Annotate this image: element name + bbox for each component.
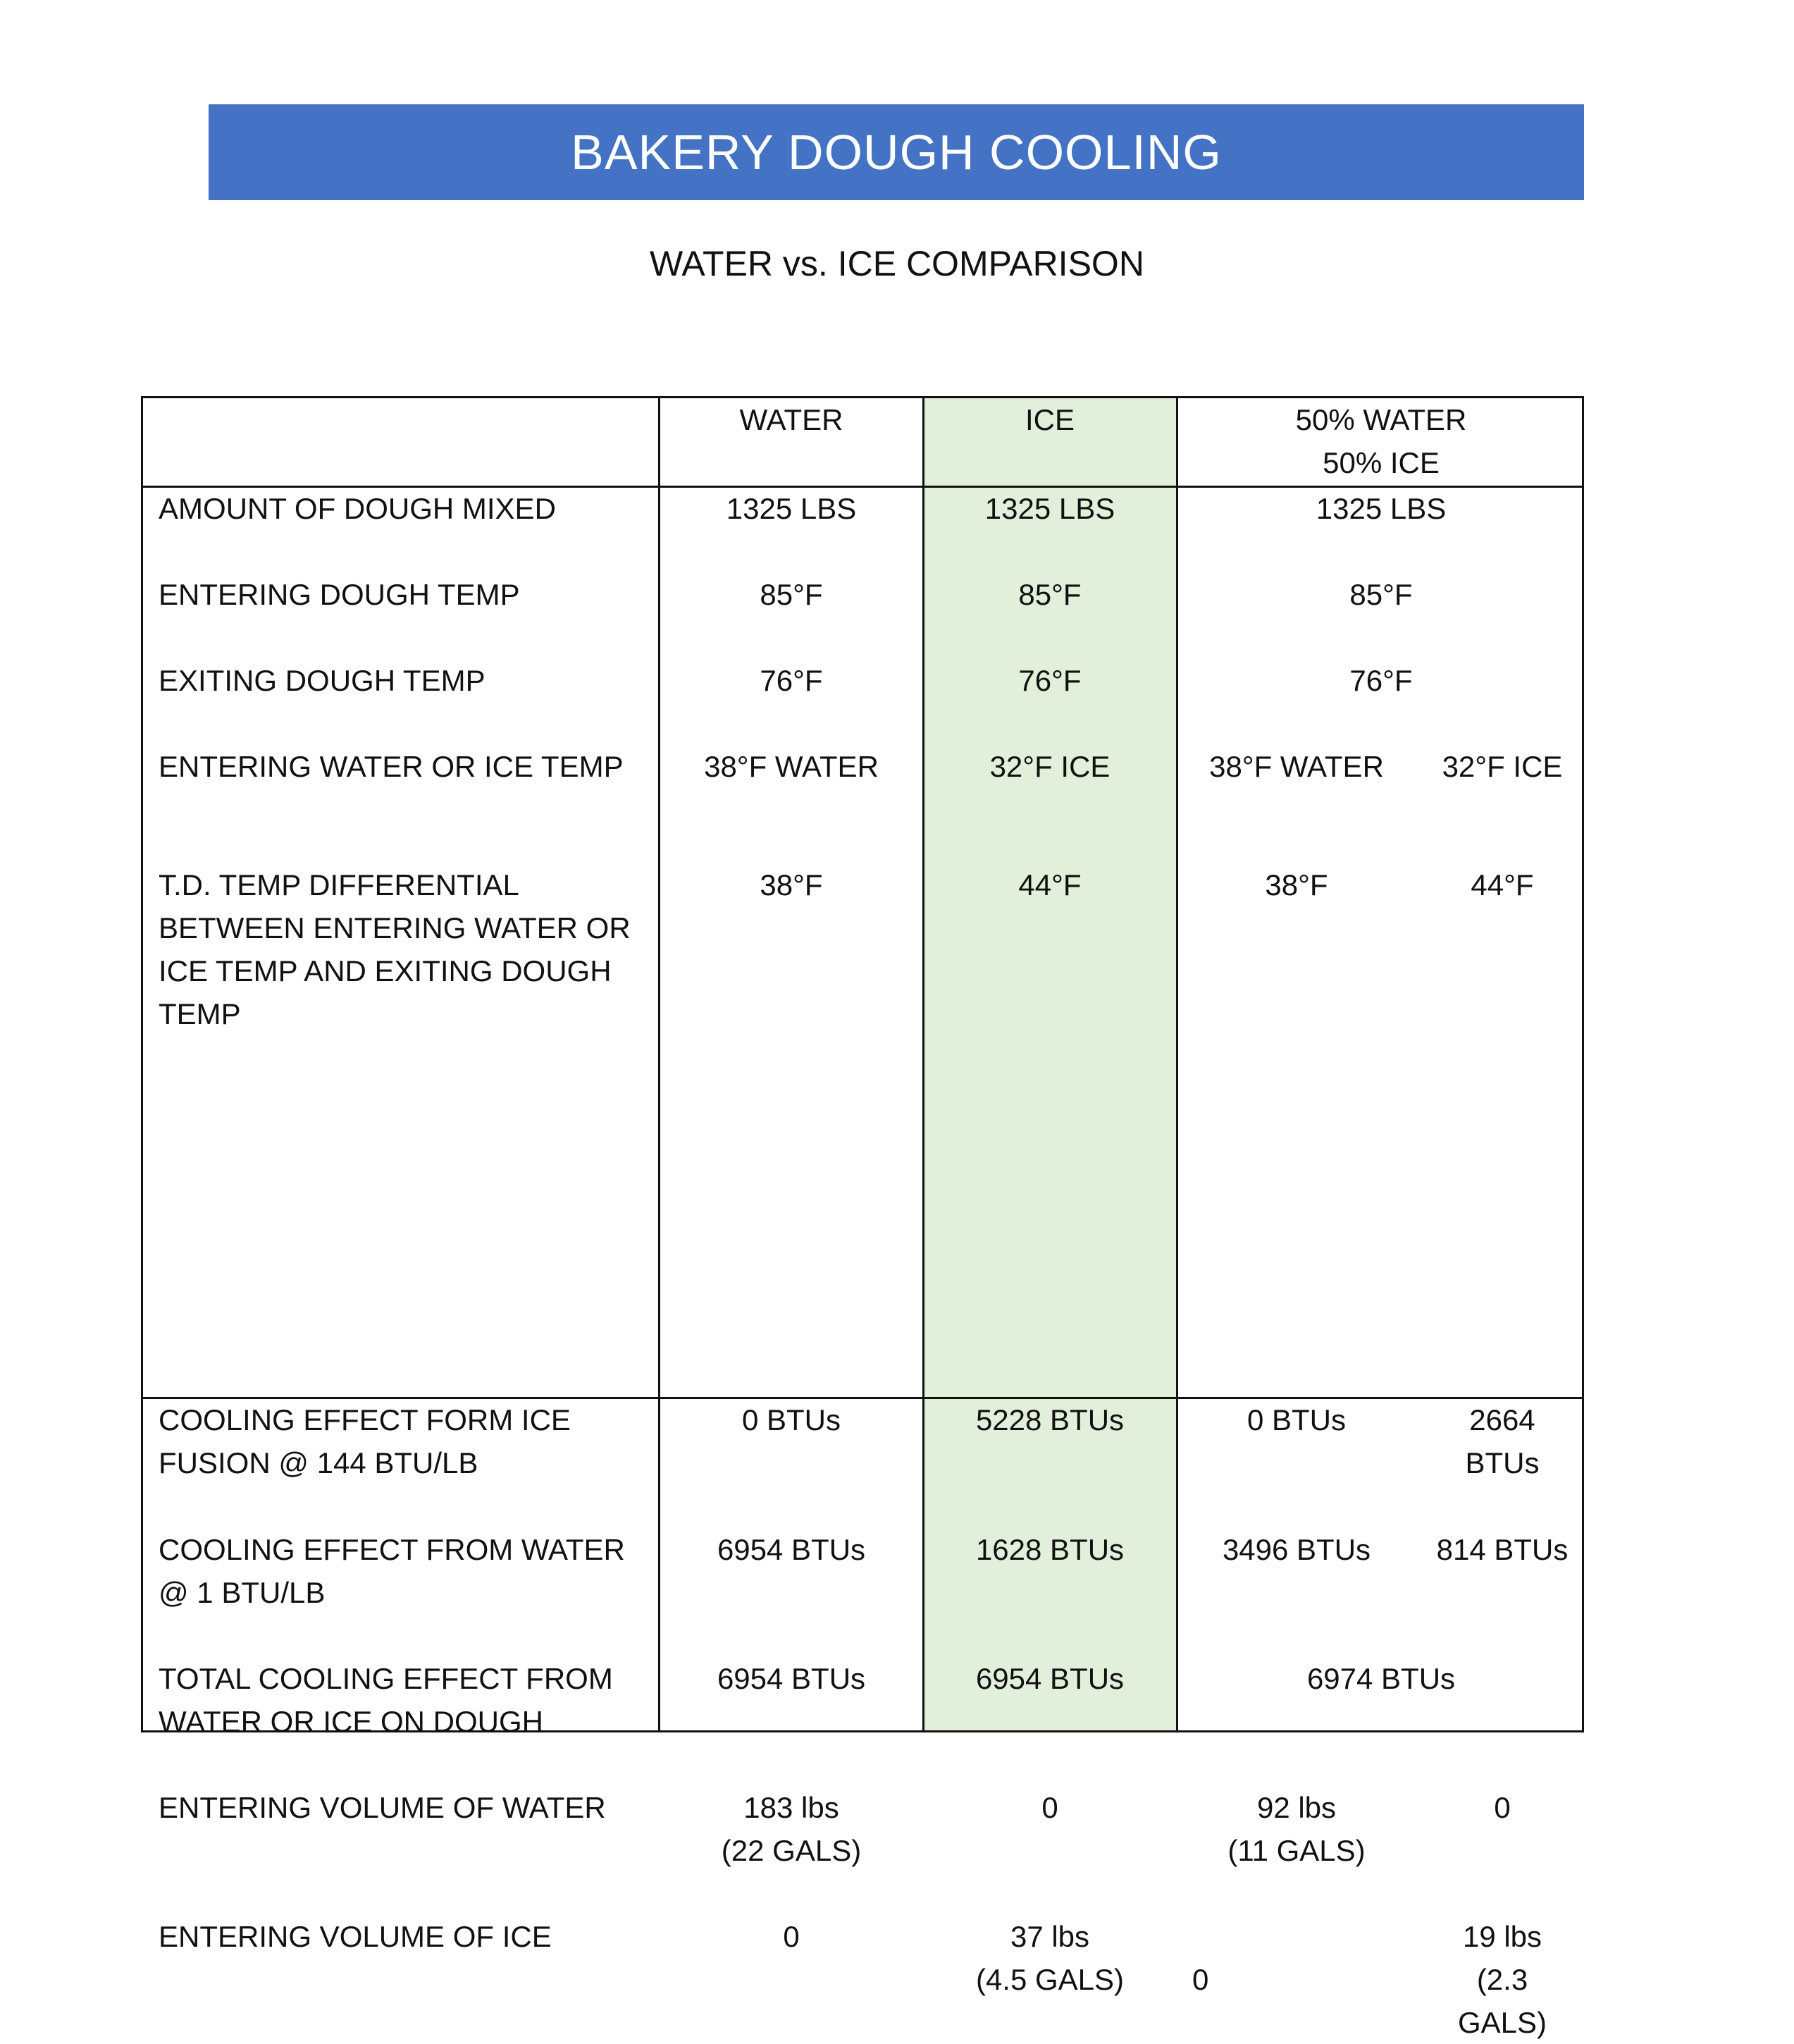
row-label-line2: @ 1 BTU/LB [159, 1576, 326, 1609]
cell-mix: 76°F [1349, 664, 1413, 697]
row-label-line1: COOLING EFFECT FORM ICE [159, 1403, 571, 1436]
cell-ice: 5228 BTUs [975, 1403, 1125, 1436]
cell-ice-line2: (4.5 GALS) [975, 1963, 1125, 1996]
row-label-line2: BETWEEN ENTERING WATER OR [159, 911, 631, 944]
cell-ice-line1: 37 lbs [1010, 1920, 1090, 1953]
cell-mix: 1325 LBS [1316, 492, 1447, 525]
cell-ice: 0 [1041, 1791, 1058, 1824]
header-water: WATER [739, 403, 843, 436]
cell-water: 38°F [760, 868, 823, 901]
cell-mix-ice-line1: 19 lbs [1462, 1920, 1542, 1953]
header-mix-line2: 50% ICE [1323, 446, 1440, 479]
cell-mix-ice: 814 BTUs [1436, 1533, 1569, 1566]
cell-mix-water-line1: 92 lbs [1256, 1791, 1337, 1824]
cell-ice: 6954 BTUs [975, 1662, 1125, 1695]
cell-ice: 32°F ICE [989, 750, 1111, 783]
cell-mix-ice: 32°F ICE [1442, 750, 1563, 783]
cell-water: 6954 BTUs [717, 1533, 866, 1566]
column-divider [922, 398, 924, 1730]
cell-mix-water: 38°F [1265, 868, 1328, 901]
cell-ice: 85°F [1018, 578, 1082, 611]
cell-ice: 1325 LBS [984, 492, 1115, 525]
cell-ice: 76°F [1018, 664, 1082, 697]
cell-water-line2: (22 GALS) [721, 1834, 862, 1867]
cell-mix-ice-line1: 2664 [1469, 1403, 1535, 1436]
row-label: ENTERING WATER OR ICE TEMP [159, 750, 624, 783]
row-label-line2: FUSION @ 144 BTU/LB [159, 1446, 478, 1479]
cell-water: 85°F [760, 578, 823, 611]
header-ice: ICE [1025, 403, 1075, 436]
row-label-line3: ICE TEMP AND EXITING DOUGH [159, 954, 612, 987]
row-label-line4: TEMP [159, 997, 241, 1030]
cell-mix-water-line2: (11 GALS) [1227, 1834, 1366, 1867]
row-label-line1: TOTAL COOLING EFFECT FROM [159, 1662, 613, 1695]
cell-mix-water: 38°F WATER [1209, 750, 1384, 783]
cell-mix: 6974 BTUs [1306, 1662, 1456, 1695]
cell-mix-ice-line2: BTUs [1465, 1446, 1540, 1479]
cell-mix: 85°F [1349, 578, 1413, 611]
row-label: ENTERING VOLUME OF WATER [159, 1791, 606, 1824]
row-label: EXITING DOUGH TEMP [159, 664, 485, 697]
row-label: AMOUNT OF DOUGH MIXED [159, 492, 556, 525]
cell-water: 76°F [760, 664, 823, 697]
column-divider [1176, 398, 1178, 1730]
cell-water: 0 BTUs [741, 1403, 841, 1436]
cell-mix-water: 3496 BTUs [1222, 1533, 1371, 1566]
cell-mix-ice-line2: (2.3 [1476, 1963, 1528, 1996]
cell-mix-ice: 0 [1494, 1791, 1511, 1824]
cell-water-line1: 183 lbs [743, 1791, 839, 1824]
cell-water: 0 [783, 1920, 800, 1953]
row-label-line1: T.D. TEMP DIFFERENTIAL [159, 868, 519, 901]
cell-water: 6954 BTUs [717, 1662, 866, 1695]
cell-ice: 44°F [1018, 868, 1082, 901]
page-subtitle: WATER vs. ICE COMPARISON [650, 244, 1144, 283]
cell-water: 1325 LBS [726, 492, 857, 525]
column-divider [658, 398, 660, 1730]
cell-water: 38°F WATER [704, 750, 879, 783]
cell-mix-water: 0 BTUs [1246, 1403, 1347, 1436]
page-title: BAKERY DOUGH COOLING [571, 125, 1222, 180]
comparison-table [141, 396, 1584, 2039]
cell-ice: 1628 BTUs [975, 1533, 1125, 1566]
cell-mix-ice-line3: GALS) [1457, 2006, 1547, 2039]
cell-mix-water: 0 [1192, 1963, 1209, 1996]
title-banner [209, 104, 1584, 200]
row-label: ENTERING DOUGH TEMP [159, 578, 520, 611]
row-label-line2: WATER OR ICE ON DOUGH [159, 1705, 543, 1738]
row-label: ENTERING VOLUME OF ICE [159, 1920, 552, 1953]
cell-mix-ice: 44°F [1471, 868, 1534, 901]
header-mix-line1: 50% WATER [1295, 403, 1467, 436]
row-label-line1: COOLING EFFECT FROM WATER [159, 1533, 625, 1566]
